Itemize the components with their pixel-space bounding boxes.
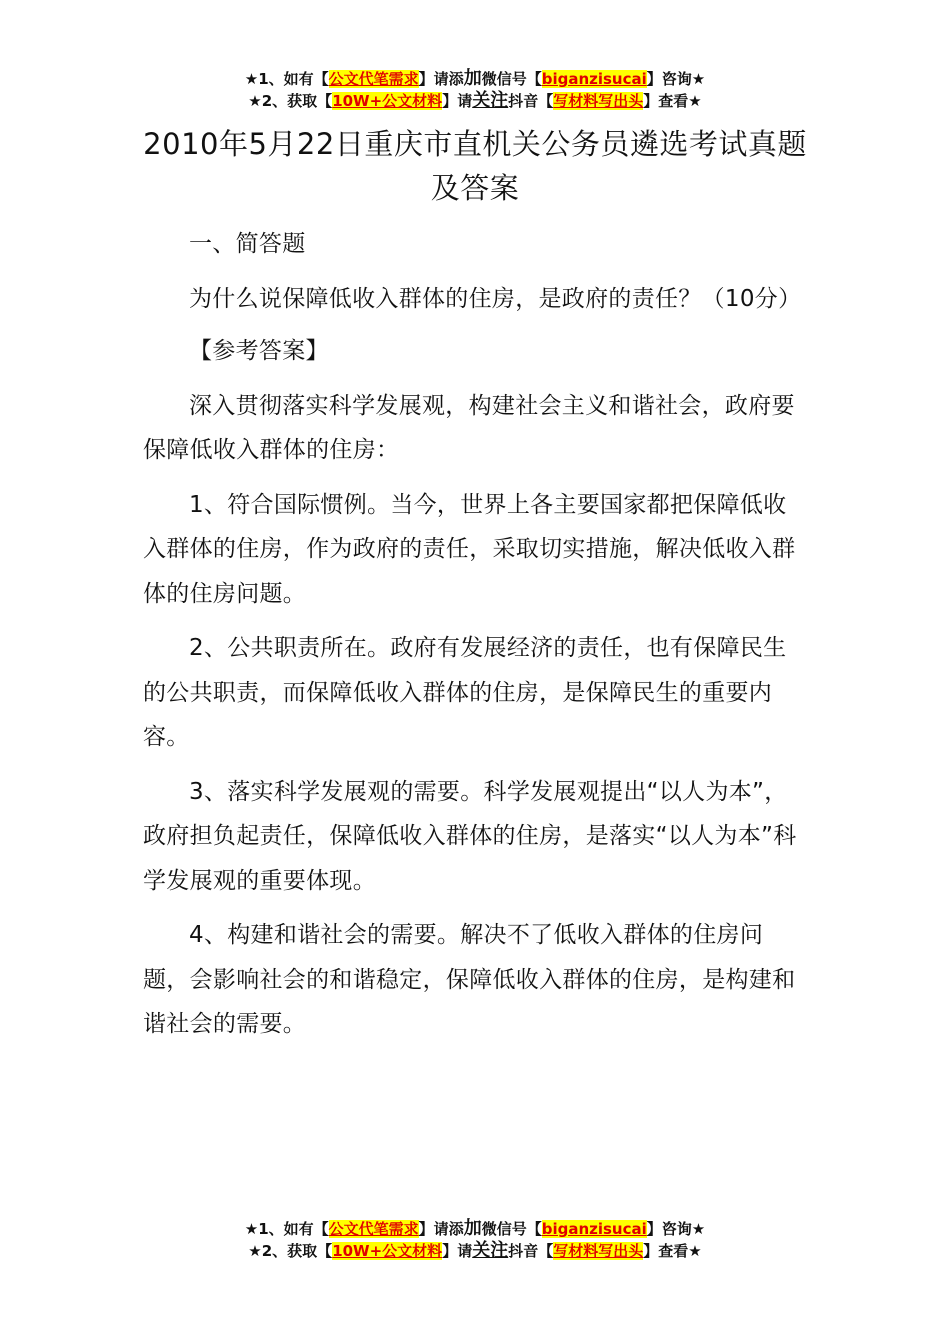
promo-emphasis: 加 xyxy=(463,1218,482,1239)
document-body xyxy=(143,222,808,1057)
promo-banner-top xyxy=(0,68,950,112)
promo-highlight: 10W+公文材料 xyxy=(332,92,443,110)
promo-text: 】请 xyxy=(442,1242,473,1260)
promo-emphasis: 关注 xyxy=(472,90,509,111)
promo-text: ★2、获取【 xyxy=(248,92,333,110)
promo-highlight: 公文代笔需求 xyxy=(328,70,419,88)
promo-emphasis: 关注 xyxy=(472,1240,509,1261)
promo-line-1 xyxy=(0,68,950,90)
section-heading: 一、简答题 xyxy=(189,231,306,257)
promo-line-1 xyxy=(0,1218,950,1240)
promo-text: 抖音【 xyxy=(508,92,554,110)
question-text: 为什么说保障低收入群体的住房，是政府的责任？（10分） xyxy=(189,285,802,312)
promo-text: ★1、如有【 xyxy=(244,1220,329,1238)
answer-point: 2、公共职责所在。政府有发展经济的责任，也有保障民生的公共职责，而保障低收入群体的住房，是保障民生的重要内容。 xyxy=(143,635,787,750)
promo-text: 】查看★ xyxy=(643,92,702,110)
promo-highlight: biganzisucai xyxy=(541,70,647,88)
promo-text: 微信号【 xyxy=(481,1220,542,1238)
promo-text: 】咨询★ xyxy=(646,70,706,88)
document-title: 2010年5月22日重庆市直机关公务员遴选考试真题及答案 xyxy=(143,127,807,205)
promo-highlight: biganzisucai xyxy=(541,1220,647,1238)
promo-highlight: 写材料写出头 xyxy=(553,1242,644,1260)
promo-highlight: 公文代笔需求 xyxy=(328,1220,419,1238)
answer-intro: 深入贯彻落实科学发展观，构建社会主义和谐社会，政府要保障低收入群体的住房： xyxy=(143,392,795,463)
promo-text: 】查看★ xyxy=(643,1242,702,1260)
promo-line-2 xyxy=(0,90,950,112)
promo-highlight: 10W+公文材料 xyxy=(332,1242,443,1260)
answer-point: 1、符合国际惯例。当今，世界上各主要国家都把保障低收入群体的住房，作为政府的责任，采取切实措施，解决低收入群体的住房问题。 xyxy=(143,491,796,607)
promo-line-2 xyxy=(0,1240,950,1262)
answer-point: 4、构建和谐社会的需要。解决不了低收入群体的住房问题，会影响社会的和谐稳定，保障低收入群体的住房，是构建和谐社会的需要。 xyxy=(143,922,796,1037)
promo-text: ★1、如有【 xyxy=(244,70,329,88)
promo-text: 抖音【 xyxy=(508,1242,554,1260)
answer-label: 【参考答案】 xyxy=(189,338,329,364)
promo-banner-bottom xyxy=(0,1218,950,1262)
promo-text: 微信号【 xyxy=(481,70,542,88)
promo-text: 】咨询★ xyxy=(646,1220,706,1238)
promo-text: 】请添 xyxy=(418,70,464,88)
promo-highlight: 写材料写出头 xyxy=(553,92,644,110)
promo-text: 】请 xyxy=(442,92,473,110)
answer-point: 3、落实科学发展观的需要。科学发展观提出“以人为本”，政府担负起责任，保障低收入群体的住房，是落实“以人为本”科学发展观的重要体现。 xyxy=(143,778,797,894)
promo-emphasis: 加 xyxy=(463,68,482,89)
promo-text: ★2、获取【 xyxy=(248,1242,333,1260)
promo-text: 】请添 xyxy=(418,1220,464,1238)
